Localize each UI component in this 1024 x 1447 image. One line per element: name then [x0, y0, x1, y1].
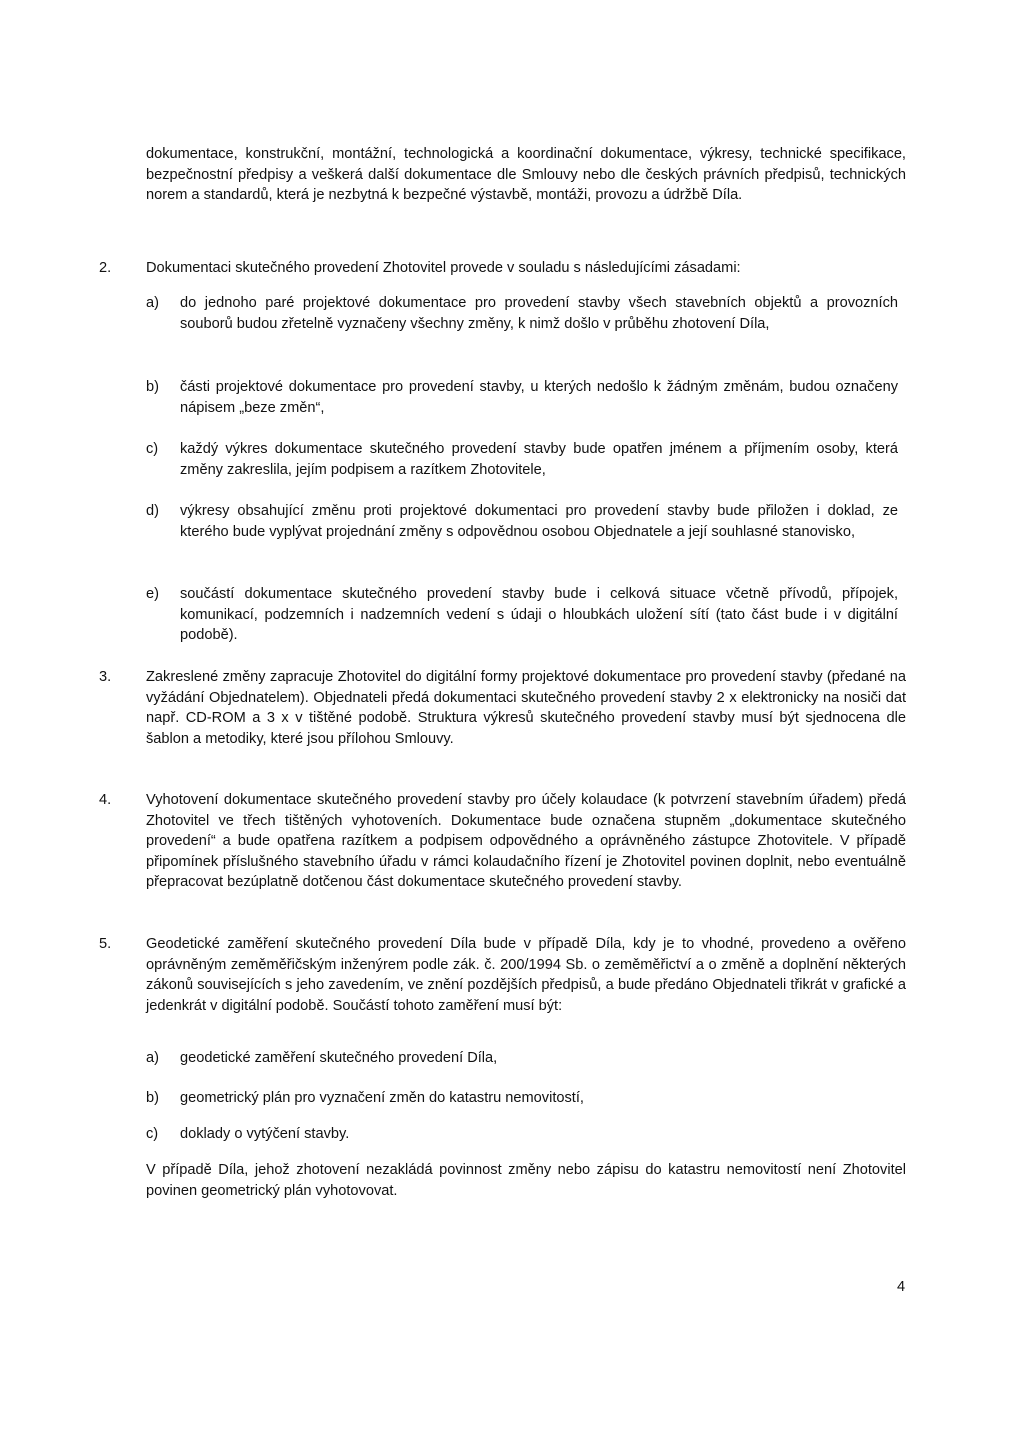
section-5-closing: V případě Díla, jehož zhotovení nezakládá povinnost změny nebo zápisu do katastru nemovitostí není Zhotovitel povinen geometrický plán vyhotovovat.	[146, 1162, 906, 1199]
section-2-number: 2.	[99, 260, 112, 276]
section-4-number: 4.	[99, 792, 112, 808]
section-2-item-c-text: každý výkres dokumentace skutečného provedení stavby bude opatřen jménem a příjmením osoby, která změny zakreslila, jejím podpisem a razítkem Zhotovitele,	[180, 441, 898, 478]
section-2-item-d-label: d)	[146, 503, 159, 519]
section-5-item-c-label: c)	[146, 1126, 159, 1142]
section-5-item-a-label: a)	[146, 1050, 159, 1066]
section-2-item-b-label: b)	[146, 379, 159, 395]
section-5-number: 5.	[99, 936, 112, 952]
section-5-item-c-text: doklady o vytýčení stavby.	[180, 1126, 350, 1142]
section-3-number: 3.	[99, 669, 112, 685]
section-5-text: Geodetické zaměření skutečného provedení Díla bude v případě Díla, kdy je to vhodné, provedeno a ověřeno oprávněným zeměměřičským inženýrem podle zák. č. 200/1994 Sb. o zeměměřictví a o změně a doplnění některých zákonů souvisejících s jeho zavedením, ve znění pozdějších předpisů, a bude předáno Objednateli třikrát v grafické a jedenkrát v digitální podobě. Součástí tohoto zaměření musí být:	[146, 936, 906, 1014]
section-5-item-b-text: geometrický plán pro vyznačení změn do katastru nemovitostí,	[180, 1090, 584, 1106]
section-2-item-e-label: e)	[146, 586, 159, 602]
section-2-item-a-label: a)	[146, 295, 159, 311]
intro-paragraph: dokumentace, konstrukční, montážní, technologická a koordinační dokumentace, výkresy, technické specifikace, bezpečnostní předpisy a veškerá další dokumentace dle Smlouvy nebo dle českých právních předpisů, technických norem a standardů, která je nezbytná k bezpečné výstavbě, montáži, provozu a údržbě Díla.	[146, 146, 906, 204]
section-5-item-b-label: b)	[146, 1090, 159, 1106]
section-3-text: Zakreslené změny zapracuje Zhotovitel do digitální formy projektové dokumentace pro provedení stavby (předané na vyžádání Objednatelem). Objednateli předá dokumentaci skutečného provedení stavby 2 x elektronicky na nosiči dat např. CD-ROM a 3 x v tištěné podobě. Struktura výkresů skutečného provedení stavby musí být sjednocena dle šablon a metodiky, které jsou přílohou Smlouvy.	[146, 669, 906, 747]
section-2-text: Dokumentaci skutečného provedení Zhotovitel provede v souladu s následujícími zásadami:	[146, 260, 741, 276]
section-4-text: Vyhotovení dokumentace skutečného provedení stavby pro účely kolaudace (k potvrzení stavebním úřadem) předá Zhotovitel ve třech tištěných vyhotoveních. Dokumentace bude označena stupněm „dokumentace skutečného provedení“ a bude opatřena razítkem a podpisem odpovědného a oprávněného zástupce Zhotovitele. V případě připomínek příslušného stavebního úřadu v rámci kolaudačního řízení je Zhotovitel povinen doplnit, nebo eventuálně přepracovat bezúplatně dotčenou část dokumentace skutečného provedení stavby.	[146, 792, 906, 891]
section-2-item-d-text: výkresy obsahující změnu proti projektové dokumentaci pro provedení stavby bude přiložen i doklad, ze kterého bude vyplývat projednání změny s odpovědnou osobou Objednatele a její souhlasné stanovisko,	[180, 503, 898, 540]
page-number: 4	[897, 1279, 906, 1295]
section-2-item-e-text: součástí dokumentace skutečného provedení stavby bude i celková situace včetně přívodů, přípojek, komunikací, podzemních i nadzemních vedení s údaji o hloubkách uložení sítí (tato část bude i v digitální podobě).	[180, 586, 898, 644]
section-2-item-c-label: c)	[146, 441, 159, 457]
section-2-item-b-text: části projektové dokumentace pro provedení stavby, u kterých nedošlo k žádným změnám, budou označeny nápisem „beze změn“,	[180, 379, 898, 416]
section-2-item-a-text: do jednoho paré projektové dokumentace pro provedení stavby všech stavebních objektů a provozních souborů budou zřetelně vyznačeny všechny změny, k nimž došlo v průběhu zhotovení Díla,	[180, 295, 898, 332]
section-5-item-a-text: geodetické zaměření skutečného provedení Díla,	[180, 1050, 498, 1066]
